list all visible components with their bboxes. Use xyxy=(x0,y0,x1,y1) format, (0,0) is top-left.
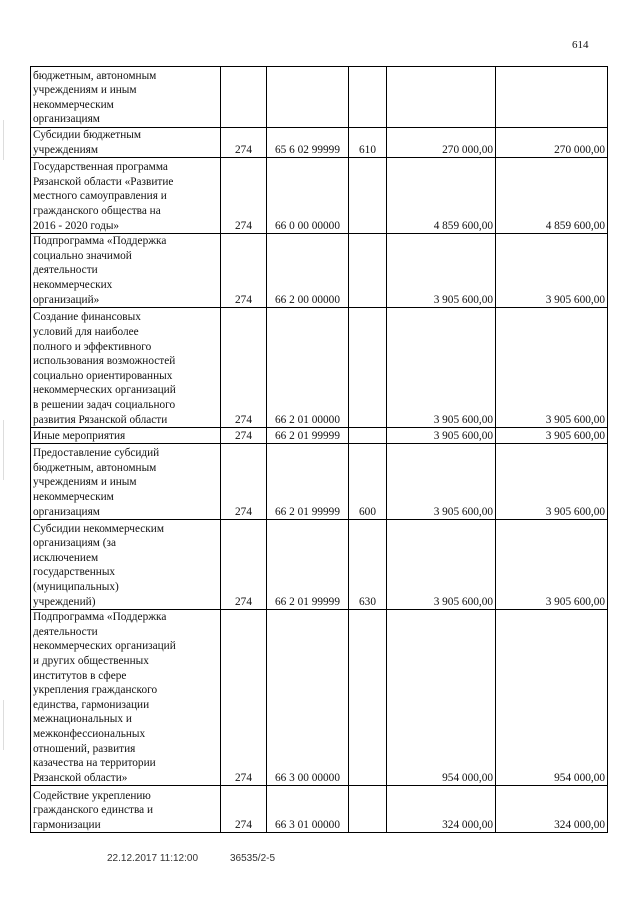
amount-year-1: 4 859 600,00 xyxy=(387,158,496,234)
footer-doc-code: 36535/2-5 xyxy=(230,853,276,864)
amount-year-2: 3 905 600,00 xyxy=(496,444,608,520)
amount-year-2 xyxy=(496,67,608,128)
row-name: бюджетным, автономным учреждениям и иным некоммерческим организациям xyxy=(31,67,221,128)
table-row xyxy=(31,158,608,234)
expense-type-code xyxy=(349,308,387,428)
expense-type-code xyxy=(349,158,387,234)
amount-year-2: 3 905 600,00 xyxy=(496,308,608,428)
table-body xyxy=(31,67,608,833)
table-row xyxy=(31,234,608,308)
target-article-code: 66 2 01 99999 xyxy=(267,444,349,520)
table-row xyxy=(31,520,608,610)
amount-year-1: 3 905 600,00 xyxy=(387,308,496,428)
target-article-code: 66 2 01 99999 xyxy=(267,520,349,610)
table-row xyxy=(31,444,608,520)
target-article-code: 66 0 00 00000 xyxy=(267,158,349,234)
row-name: Субсидии бюджетным учреждениям xyxy=(31,128,221,158)
amount-year-2: 324 000,00 xyxy=(496,786,608,833)
target-article-code: 66 2 01 00000 xyxy=(267,308,349,428)
ved-code xyxy=(221,67,267,128)
ved-code: 274 xyxy=(221,308,267,428)
amount-year-1 xyxy=(387,67,496,128)
expense-type-code: 610 xyxy=(349,128,387,158)
amount-year-1: 270 000,00 xyxy=(387,128,496,158)
target-article-code xyxy=(267,67,349,128)
amount-year-2: 3 905 600,00 xyxy=(496,520,608,610)
row-name: Предоставление субсидий бюджетным, автономным учреждениям и иным некоммерческим организациям xyxy=(31,444,221,520)
amount-year-2: 3 905 600,00 xyxy=(496,234,608,308)
amount-year-2: 3 905 600,00 xyxy=(496,428,608,444)
row-name: Подпрограмма «Поддержка деятельности некоммерческих организаций и других общественных институтов в сфере укрепления гражданского единства, гармонизации межнациональных и межконфессиональных отношений, развития казачества на территории Рязанской области» xyxy=(31,610,221,786)
amount-year-1: 954 000,00 xyxy=(387,610,496,786)
scan-edge-mark xyxy=(3,420,4,480)
ved-code: 274 xyxy=(221,158,267,234)
ved-code: 274 xyxy=(221,234,267,308)
scan-edge-mark xyxy=(3,120,4,160)
expense-type-code xyxy=(349,610,387,786)
row-name: Подпрограмма «Поддержка социально значимой деятельности некоммерческих организаций» xyxy=(31,234,221,308)
amount-year-2: 4 859 600,00 xyxy=(496,158,608,234)
expense-type-code xyxy=(349,234,387,308)
expense-type-code xyxy=(349,67,387,128)
ved-code: 274 xyxy=(221,428,267,444)
table-row xyxy=(31,610,608,786)
amount-year-2: 270 000,00 xyxy=(496,128,608,158)
expense-type-code xyxy=(349,786,387,833)
amount-year-2: 954 000,00 xyxy=(496,610,608,786)
amount-year-1: 3 905 600,00 xyxy=(387,428,496,444)
target-article-code: 66 2 00 00000 xyxy=(267,234,349,308)
target-article-code: 66 3 00 00000 xyxy=(267,610,349,786)
table-row xyxy=(31,308,608,428)
table-row xyxy=(31,67,608,128)
amount-year-1: 3 905 600,00 xyxy=(387,444,496,520)
ved-code: 274 xyxy=(221,444,267,520)
ved-code: 274 xyxy=(221,786,267,833)
row-name: Субсидии некоммерческим организациям (за исключением государственных (муниципальных) учреждений) xyxy=(31,520,221,610)
row-name: Иные мероприятия xyxy=(31,428,221,444)
target-article-code: 65 6 02 99999 xyxy=(267,128,349,158)
expense-type-code xyxy=(349,428,387,444)
amount-year-1: 3 905 600,00 xyxy=(387,520,496,610)
row-name: Содействие укреплению гражданского единства и гармонизации xyxy=(31,786,221,833)
target-article-code: 66 3 01 00000 xyxy=(267,786,349,833)
expense-type-code: 600 xyxy=(349,444,387,520)
row-name: Государственная программа Рязанской области «Развитие местного самоуправления и гражданского общества на 2016 - 2020 годы» xyxy=(31,158,221,234)
budget-table xyxy=(30,66,608,833)
expense-type-code: 630 xyxy=(349,520,387,610)
ved-code: 274 xyxy=(221,128,267,158)
amount-year-1: 3 905 600,00 xyxy=(387,234,496,308)
table-row xyxy=(31,786,608,833)
row-name: Создание финансовых условий для наиболее полного и эффективного использования возможностей социально ориентированных некоммерческих организаций в решении задач социального развития Рязанской области xyxy=(31,308,221,428)
footer-datetime: 22.12.2017 11:12:00 xyxy=(107,853,199,864)
scan-edge-mark xyxy=(3,700,4,750)
page-number: 614 xyxy=(572,39,589,51)
target-article-code: 66 2 01 99999 xyxy=(267,428,349,444)
table-row xyxy=(31,428,608,444)
amount-year-1: 324 000,00 xyxy=(387,786,496,833)
ved-code: 274 xyxy=(221,610,267,786)
table-row xyxy=(31,128,608,158)
ved-code: 274 xyxy=(221,520,267,610)
